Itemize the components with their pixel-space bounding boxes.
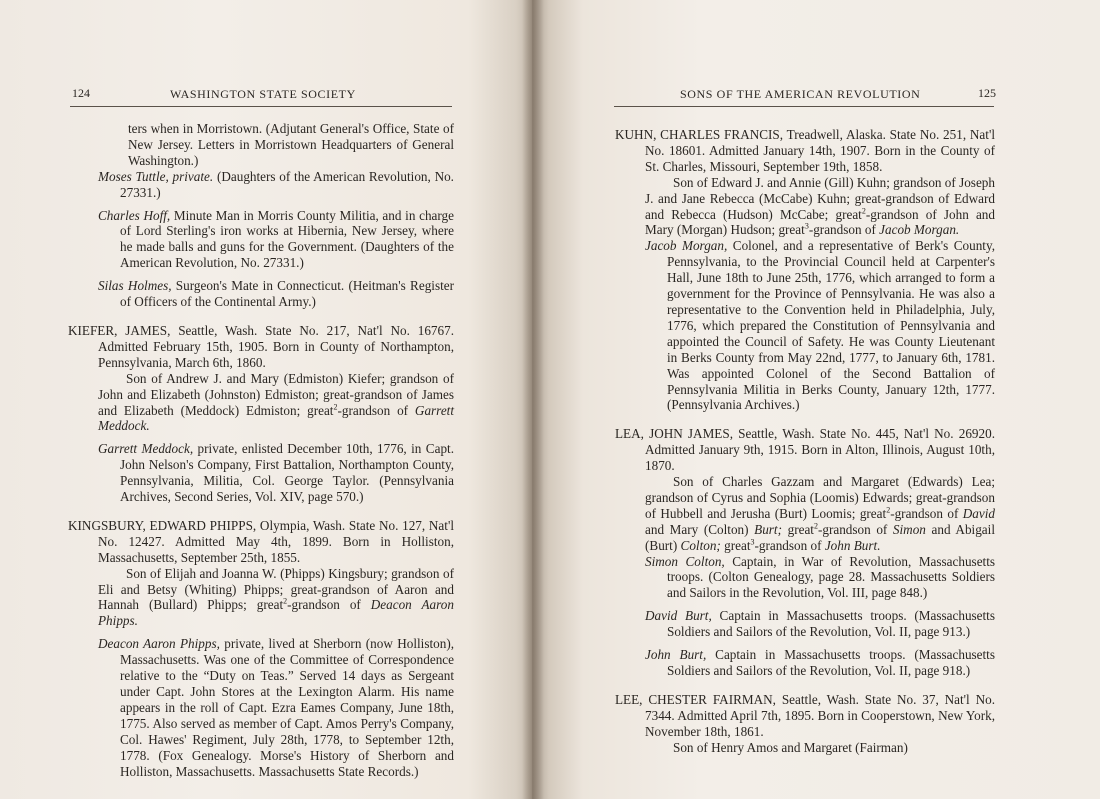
right-page (532, 0, 1100, 799)
header-rule-right (614, 106, 994, 107)
ancestor-name: John Burt, (645, 647, 707, 663)
continuation-text: ters when in Morristown. (Adjutant General's Office, State of New Jersey. Letters in Morristown Headquarters of General Washington.) (128, 121, 454, 168)
header-rule-left (70, 106, 452, 107)
running-head-left: WASHINGTON STATE SOCIETY (170, 87, 356, 101)
ancestor-text: private, enlisted December 10th, 1776, in Capt. John Nelson's Company, First Battalion, Northampton County, Pennsylvania, Militia, Col. George Taylor. (Pennsylvania Archives, Second Series, Vol. XIV, page 570.) (120, 441, 455, 505)
ancestor-text: (Daughters of the American Revolution, No. 27331.) (120, 168, 454, 200)
ancestor-entry (615, 238, 995, 413)
running-head-right: SONS OF THE AMERICAN REVOLUTION (680, 87, 921, 101)
ancestor-name: Silas Holmes, (98, 278, 172, 294)
member-entry-kiefer: KIEFER, JAMES, Seattle, Wash. State No. 217, Nat'l No. 16767. Admitted February 15th, 1905. Born in County of Northampton, Pennsylvania, March 6th, 1860. (68, 322, 454, 370)
ancestor-text: Captain, in War of Revolution, Massachusetts troops. (Colton Genealogy, page 28. Massachusetts Soldiers and Sailors in the Revolution, Vol. III, page 848.) (667, 553, 996, 601)
lineage-kuhn: Son of Edward J. and Annie (Gill) Kuhn; grandson of Joseph J. and Jane Rebecca (McCabe) Kuhn; great-grandson of Edward and Rebecca (Hudson) McCabe; great$^2$-grandson of John and Mary (Morgan) Hudson; great$^3$-grandson of Jacob Morgan. (645, 174, 995, 238)
ancestor-entry (615, 608, 995, 640)
lineage-lee: Son of Henry Amos and Margaret (Fairman) (673, 739, 908, 755)
ancestor-entry (68, 169, 454, 201)
ancestor-text: private, lived at Sherborn (now Holliston), Massachusetts. Was one of the Committee of Correspondence relative to the “Duty on Teas.” Served 14 days as Sergeant under Capt. John Stores at the Lexington Alarm. His name appears in the roll of Capt. Ezra Eames Company, June 18th, 1775. Also served as member of Capt. Amos Perry's Company, Col. Hawes' Regiment, July 28th, 1778, to September 12th, 1778. (Fox Genealogy. Morse's History of Sherborn and Holliston, Massachusetts. Massachusetts State Records.) (120, 636, 455, 779)
page-number-right: 125 (978, 86, 996, 100)
member-entry-kuhn: KUHN, CHARLES FRANCIS, Treadwell, Alaska. State No. 251, Nat'l No. 18601. Admitted January 14th, 1907. Born in the County of St. Charles, Missouri, September 19th, 1858. (615, 127, 995, 174)
book-gutter (522, 0, 544, 799)
ancestor-name: Deacon Aaron Phipps, (98, 636, 220, 652)
ancestor-text: Colonel, and a representative of Berk's County, Pennsylvania, to the Provincial Council held at Carpenter's Hall, June 18th to June 25th, 1776, which arranged to form a government for the Province of Pennsylvania. He was also a representative to the Convention held in Philadelphia, July, 1776, which prepared the Constitution of Pennsylvania and appointed the Council of Safety. He was County Lieutenant in Berks County from May 22nd, 1777, to January 6th, 1781. Was appointed Colonel of the Second Battalion of Pennsylvania Militia in Berks County, January 12th, 1777. (Pennsylvania Archives.) (667, 238, 995, 413)
ancestor-entry (615, 647, 995, 679)
ancestor-entry (68, 441, 454, 505)
ancestor-name: Moses Tuttle, private. (98, 168, 214, 184)
left-page (0, 0, 532, 799)
ancestor-text: Surgeon's Mate in Connecticut. (Heitman's Register of Officers of the Continental Army.) (120, 278, 455, 310)
member-entry-lee: LEE, CHESTER FAIRMAN, Seattle, Wash. State No. 37, Nat'l No. 7344. Admitted April 7th, 1895. Born in Cooperstown, New York, November 18th, 1861. (615, 691, 995, 739)
ancestor-text: Captain in Massachusetts troops. (Massachusetts Soldiers and Sailors of the Revolution, Vol. II, page 918.) (667, 647, 995, 678)
lineage-kingsbury: Son of Elijah and Joanna W. (Phipps) Kingsbury; grandson of Eli and Betsy (Whiting) Phipps; great-grandson of Aaron and Hannah (Bullard) Phipps; great$^2$-grandson of Deacon Aaron Phipps. (98, 565, 454, 629)
ancestor-name: Simon Colton, (645, 553, 725, 569)
ancestor-text: Minute Man in Morris County Militia, and in charge of Lord Sterling's iron works at Hibernia, New Jersey, where he made balls and guns for the Government. (Daughters of the American Revolution, No. 27331.) (120, 207, 455, 271)
page-number-left: 124 (72, 86, 90, 100)
ancestor-name: Garrett Meddock, (98, 441, 194, 457)
member-entry-kingsbury: KINGSBURY, EDWARD PHIPPS, Olympia, Wash. State No. 127, Nat'l No. 12427. Admitted May 4th, 1899. Born in Holliston, Massachusetts, September 25th, 1855. (68, 517, 454, 565)
ancestor-entry (68, 208, 454, 272)
member-entry-lea: LEA, JOHN JAMES, Seattle, Wash. State No. 445, Nat'l No. 26920. Admitted January 9th, 1915. Born in Alton, Illinois, August 10th, 1870. (615, 426, 995, 474)
ancestor-entry (68, 278, 454, 310)
ancestor-entry (615, 554, 995, 602)
ancestor-name: Charles Hoff, (98, 207, 171, 223)
ancestor-entry (68, 636, 454, 779)
right-column (615, 127, 995, 756)
ancestor-text: Captain in Massachusetts troops. (Massachusetts Soldiers and Sailors of the Revolution, Vol. II, page 913.) (667, 608, 995, 640)
left-column (68, 121, 454, 779)
lineage-lea: Son of Charles Gazzam and Margaret (Edwards) Lea; grandson of Cyrus and Sophia (Loomis) Edwards; great-grandson of Hubbell and Jerusha (Burt) Loomis; great$^2$-grandson of David and Mary (Colton) Burt; great$^2$-grandson of Simon and Abigail (Burt) Colton; great$^3$-grandson of John Burt. (645, 474, 995, 553)
ancestor-name: David Burt, (645, 608, 712, 624)
ancestor-name: Jacob Morgan, (645, 238, 728, 254)
lineage-kiefer: Son of Andrew J. and Mary (Edmiston) Kiefer; grandson of John and Elizabeth (Johnston) Edmiston; great-grandson of James and Elizabeth (Meddock) Edmiston; great$^2$-grandson of Garrett Meddock. (98, 370, 454, 434)
